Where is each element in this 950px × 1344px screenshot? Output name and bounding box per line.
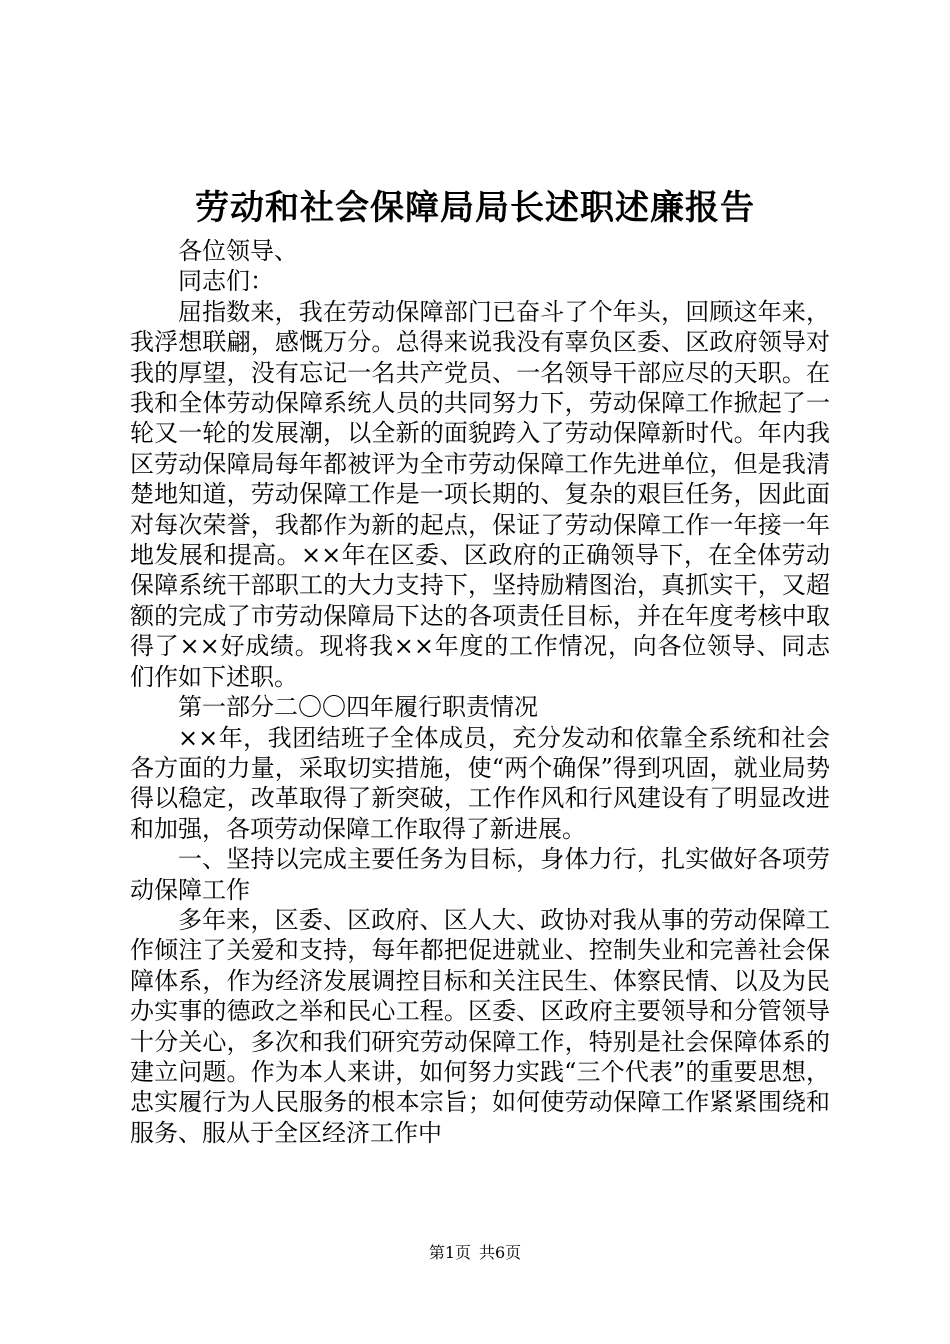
page-number: 第1页 (428, 1243, 471, 1262)
salutation-line: 同志们： (178, 267, 274, 296)
body-paragraph: ××年，我团结班子全体成员，充分发动和依靠全系统和社会各方面的力量，采取切实措施，使“两个确保”得到巩固，就业局势得以稳定，改革取得了新突破，工作作风和行风建设有了明显改进和加强，各项劳动保障工作取得了新进展。 (130, 723, 830, 843)
page-total: 共6页 (479, 1243, 522, 1262)
section-heading: 第一部分二〇〇四年履行职责情况 (178, 693, 538, 722)
document-body (130, 236, 830, 1148)
salutation-line: 各位领导、 (178, 237, 298, 265)
subsection-heading: 一、坚持以完成主要任务为目标，身体力行，扎实做好各项劳动保障工作 (130, 845, 830, 904)
body-paragraph: 屈指数来，我在劳动保障部门已奋斗了个年头，回顾这年来，我浮想联翩，感慨万分。总得来说我没有辜负区委、区政府领导对我的厚望，没有忘记一名共产党员、一名领导干部应尽的天职。在我和全体劳动保障系统人员的共同努力下，劳动保障工作掀起了一轮又一轮的发展潮，以全新的面貌跨入了劳动保障新时代。年内我区劳动保障局每年都被评为全市劳动保障工作先进单位，但是我清楚地知道，劳动保障工作是一项长期的、复杂的艰巨任务，因此面对每次荣誉，我都作为新的起点，保证了劳动保障工作一年接一年地发展和提高。××年在区委、区政府的正确领导下，在全体劳动保障系统干部职工的大力支持下，坚持励精图治，真抓实干，又超额的完成了市劳动保障局下达的各项责任目标，并在年度考核中取得了××好成绩。现将我××年度的工作情况，向各位领导、同志们作如下述职。 (130, 297, 830, 691)
body-paragraph: 多年来，区委、区政府、区人大、政协对我从事的劳动保障工作倾注了关爱和支持，每年都把促进就业、控制失业和完善社会保障体系，作为经济发展调控目标和关注民生、体察民情、以及为民办实事的德政之举和民心工程。区委、区政府主要领导和分管领导十分关心，多次和我们研究劳动保障工作，特别是社会保障体系的建立问题。作为本人来讲，如何努力实践“三个代表”的重要思想，忠实履行为人民服务的根本宗旨；如何使劳动保障工作紧紧围绕和服务、服从于全区经济工作中 (130, 905, 830, 1147)
page-footer (0, 1243, 950, 1263)
document-title: 劳动和社会保障局局长述职述廉报告 (195, 188, 755, 228)
